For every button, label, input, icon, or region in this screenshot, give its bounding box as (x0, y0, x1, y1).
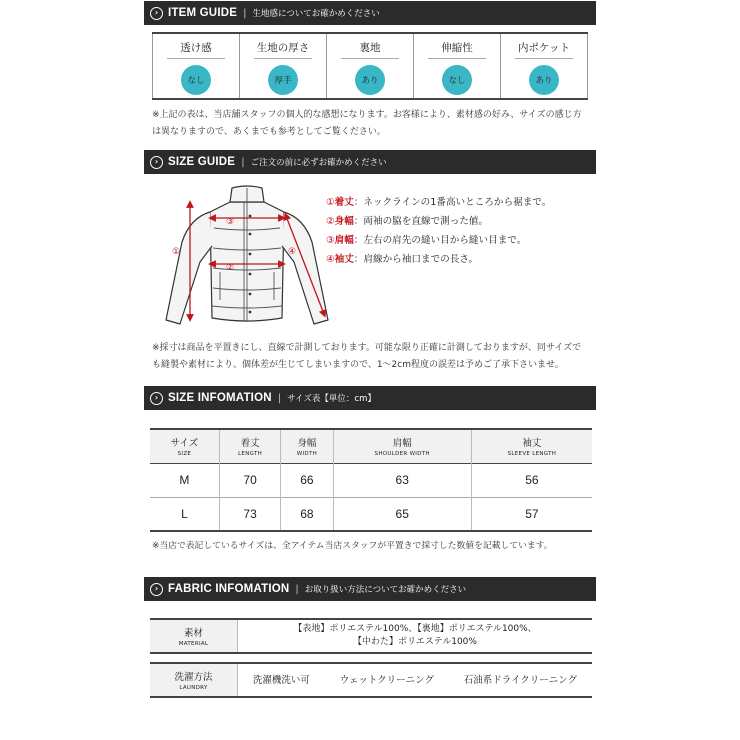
guide-value-badge: なし (181, 65, 211, 95)
header-separator: | (243, 7, 247, 19)
guide-value-badge: 厚手 (268, 65, 298, 95)
size-guide-note: ※採寸は商品を平置きにし、直線で計測しております。可能な限り正確に計測しておりますが、同サイズで も縫製や素材により、個体差が生じてしまいますので、1～2cm程度の誤差は予めご了承下さいませ。 (152, 343, 582, 370)
guide-label: 生地の厚さ (256, 42, 310, 54)
item-guide-table (152, 32, 588, 100)
table-cell: L (150, 497, 219, 531)
size-guide-header: › SIZE GUIDE | ご注文の前に必ずお確かめください (144, 150, 596, 174)
laundry-item: ウェットクリーニング (339, 674, 434, 686)
laundry-item: 石油系ドライクリーニング (463, 674, 578, 686)
measurement-definitions (326, 193, 551, 269)
guide-value-badge: あり (355, 65, 385, 95)
size-table (150, 428, 592, 532)
laundry-row (150, 662, 592, 698)
laundry-header: 洗濯方法 LAUNDRY (150, 664, 238, 696)
table-cell: 68 (281, 497, 333, 531)
size-info-title: SIZE INFOMATION (168, 392, 272, 404)
guide-cell-lining (327, 34, 414, 98)
material-header: 素材 MATERIAL (150, 620, 238, 652)
measurement-item: ②身幅：両袖の脇を直線で測った値。 (326, 216, 489, 227)
fabric-info-subtitle: お取り扱い方法についてお確かめください (304, 585, 467, 595)
item-guide-header (144, 1, 596, 25)
jacket-diagram (160, 182, 335, 328)
column-header: サイズ SIZE (150, 429, 219, 463)
measure-label-1: ① (172, 247, 181, 257)
column-header: 身幅 WIDTH (281, 429, 333, 463)
table-cell: 65 (333, 497, 471, 531)
guide-cell-sheer (152, 34, 240, 98)
material-row (150, 618, 592, 654)
table-cell: 66 (281, 463, 333, 497)
item-guide-title: ITEM GUIDE (168, 7, 238, 19)
item-guide-note: ※上記の表は、当店舗スタッフの個人的な感想になります。お客様により、素材感の好み、サイズの感じ方 は異なりますので、あくまでも参考としてご覧ください。 (152, 110, 582, 137)
guide-cell-thickness (240, 34, 327, 98)
table-cell: 57 (525, 506, 539, 521)
guide-label: 透け感 (180, 42, 212, 54)
measure-label-4: ④ (288, 247, 297, 257)
guide-label: 伸縮性 (441, 42, 473, 54)
item-guide-subtitle: 生地感についてお確かめください (252, 9, 380, 19)
guide-value-badge: あり (529, 65, 559, 95)
measurement-item: ①着丈：ネックラインの1番高いところから裾まで。 (326, 197, 552, 208)
laundry-values (238, 664, 592, 696)
size-info-subtitle: サイズ表【単位：cm】 (287, 394, 376, 404)
size-guide-title: SIZE GUIDE (168, 156, 236, 168)
measurement-item: ③肩幅：左右の肩先の縫い目から縫い目まで。 (326, 235, 527, 246)
table-cell: 63 (333, 463, 471, 497)
size-info-note: ※当店で表記しているサイズは、全アイテム当店スタッフが平置きで採寸した数値を記載しています。 (152, 541, 553, 551)
guide-label: 裏地 (359, 42, 381, 54)
table-row (150, 463, 592, 497)
column-header: 着丈 LENGTH (219, 429, 280, 463)
guide-label: 内ポケット (518, 42, 570, 54)
size-info-header: › SIZE INFOMATION | サイズ表【単位：cm】 (144, 386, 596, 410)
table-row (150, 497, 592, 531)
size-guide-subtitle: ご注文の前に必ずお確かめください (250, 158, 387, 168)
measure-label-2: ② (226, 263, 235, 273)
fabric-info-header: › FABRIC INFOMATION | お取り扱い方法についてお確かめください (144, 577, 596, 601)
fabric-info-title: FABRIC INFOMATION (168, 583, 290, 595)
table-cell: 73 (219, 497, 280, 531)
chevron-right-icon: › (150, 583, 163, 596)
guide-cell-inner-pocket (501, 34, 588, 98)
chevron-right-icon: › (150, 156, 163, 169)
table-cell: M (150, 463, 219, 497)
measure-label-3: ③ (226, 217, 235, 227)
table-cell: 56 (525, 473, 539, 487)
measurement-item: ④袖丈：肩線から袖口までの長さ。 (326, 254, 479, 265)
table-cell: 70 (219, 463, 280, 497)
laundry-item: 洗濯機洗い可 (252, 674, 310, 686)
guide-cell-stretch (414, 34, 501, 98)
chevron-right-icon: › (150, 392, 163, 405)
guide-value-badge: なし (442, 65, 472, 95)
table-header-row (150, 429, 592, 463)
chevron-right-icon: › (150, 7, 163, 20)
column-header: 肩幅 SHOULDER WIDTH (333, 429, 471, 463)
column-header: 袖丈 SLEEVE LENGTH (507, 438, 557, 458)
material-value: 【表地】ポリエステル100%、【裏地】ポリエステル100%、 【中わた】ポリエステル100% (293, 624, 537, 647)
